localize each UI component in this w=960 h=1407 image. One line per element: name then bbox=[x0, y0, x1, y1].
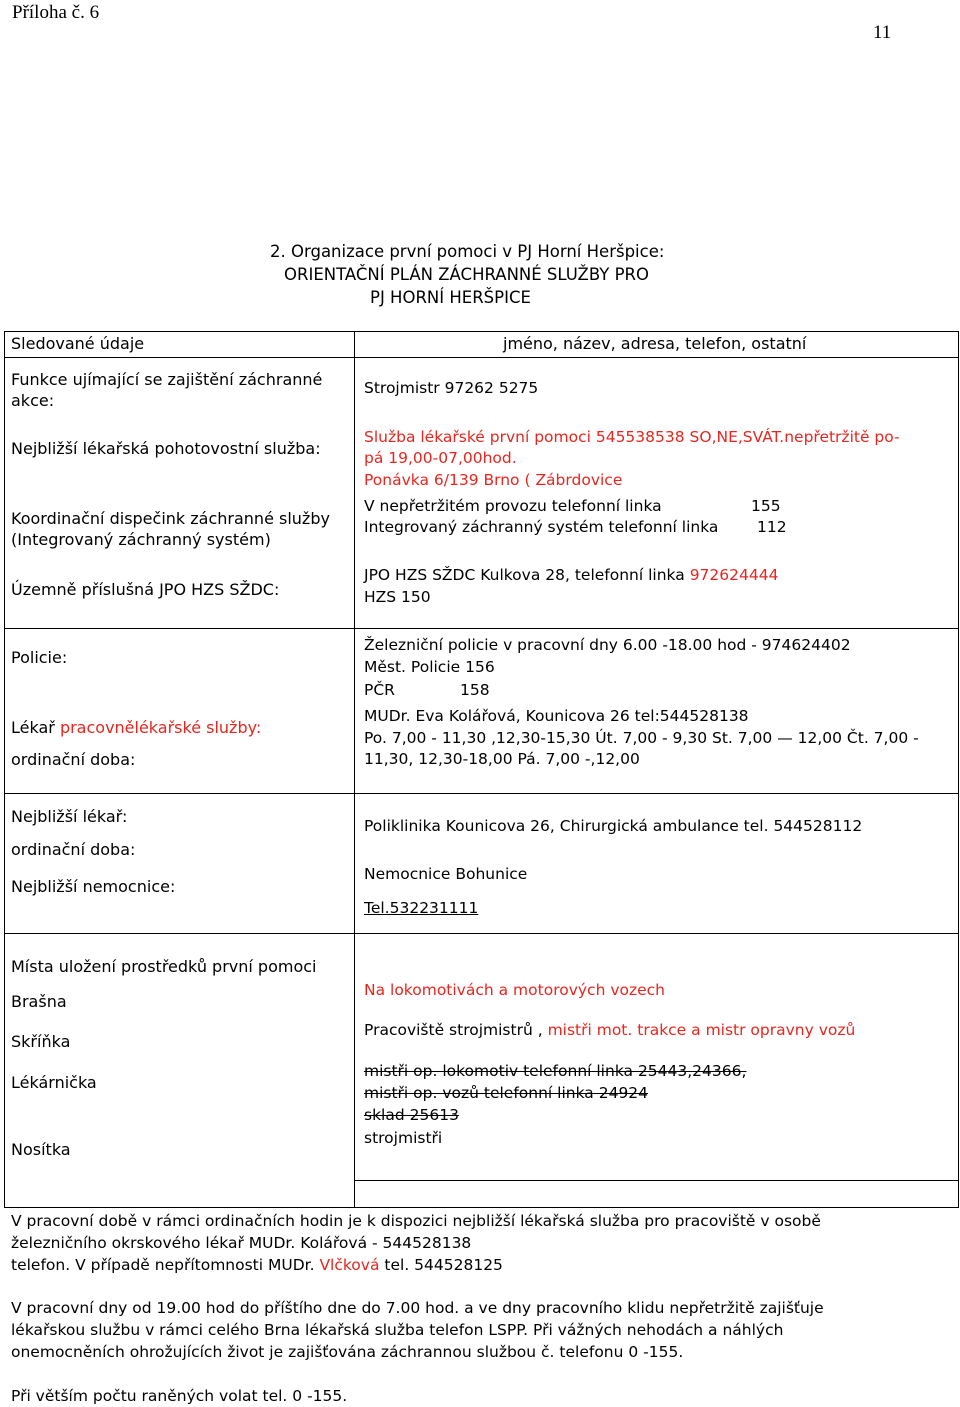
label-police: Policie: bbox=[11, 648, 68, 667]
label-cabinet: Skříňka bbox=[11, 1032, 71, 1051]
value-medical-service: Služba lékařské první pomoci 545538538 SO,NE,SVÁT.nepřetržitě po- pá 19,00-07,00hod. bbox=[364, 428, 900, 467]
page-number: 11 bbox=[873, 22, 892, 43]
note-paragraph-2: V pracovní dny od 19.00 hod do příštího dne do 7.00 hod. a ve dny pracovního klidu nepřetržitě zajišťuje lékařskou službu v rámci celého Brna lékařská služba telefon LSPP. Při vážných nehodách a náhlých onemocněních ohrožujících život je zajišťována záchrannou službou č. telefonu 0 -155. bbox=[11, 1299, 824, 1361]
value-continuous-line: V nepřetržitém provozu telefonní linka bbox=[364, 497, 662, 515]
label-nearest-hospital: Nejbližší nemocnice: bbox=[11, 877, 176, 896]
value-railway-police: Železniční policie v pracovní dny 6.00 -18.00 hod - 974624402 bbox=[364, 636, 851, 654]
value-warehouse: sklad 25613 bbox=[364, 1106, 459, 1124]
label-first-aid-kit: Lékárnička bbox=[11, 1073, 97, 1092]
label-occupational-doctor: Lékař pracovnělékařské služby: bbox=[11, 718, 262, 737]
value-pcr-label: PČR bbox=[364, 681, 395, 699]
section-4-inner-line bbox=[354, 1180, 959, 1181]
note-paragraph-1: V pracovní době v rámci ordinačních hodin je k dispozici nejbližší lékařská služba pro pracoviště v osobě železničního okrskového lékař MUDr. Kolářová - 544528138 telefon. V případě nepřítomnosti MUDr. Vlčková tel. 544528125 bbox=[11, 1212, 821, 1274]
label-office-hours: ordinační doba: bbox=[11, 750, 136, 769]
column-header-left: Sledované údaje bbox=[11, 334, 145, 353]
title-line-3: PJ HORNÍ HERŠPICE bbox=[370, 288, 531, 307]
value-workplace: Pracoviště strojmistrů , mistři mot. trakce a mistr opravny vozů bbox=[364, 1021, 856, 1039]
label-emergency-service: Nejbližší lékařská pohotovostní služba: bbox=[11, 439, 321, 458]
label-rescue-function: Funkce ujímající se zajištění záchranné akce: bbox=[11, 370, 323, 410]
title-line-2: ORIENTAČNÍ PLÁN ZÁCHRANNÉ SLUŽBY PRO bbox=[284, 265, 649, 284]
value-polyclinic: Poliklinika Kounicova 26, Chirurgická ambulance tel. 544528112 bbox=[364, 817, 863, 835]
label-fire-unit: Územně příslušná JPO HZS SŽDC: bbox=[11, 580, 280, 599]
title-line-1: 2. Organizace první pomoci v PJ Horní Heršpice: bbox=[270, 242, 665, 261]
label-bag: Brašna bbox=[11, 992, 67, 1011]
label-first-aid-locations: Místa uložení prostředků první pomoci bbox=[11, 957, 317, 976]
value-izs-line: Integrovaný záchranný systém telefonní linka bbox=[364, 518, 719, 536]
column-divider bbox=[354, 331, 355, 1208]
value-hzs: HZS 150 bbox=[364, 588, 431, 606]
value-wagon-masters: mistři op. vozů telefonní linka 24924 bbox=[364, 1084, 649, 1102]
value-continuous-line-number: 155 bbox=[751, 497, 781, 515]
value-doctor-hours: Po. 7,00 - 11,30 ,12,30-15,30 Út. 7,00 - 9,30 St. 7,00 — 12,00 Čt. 7,00 - 11,30, 12,30-18,00 Pá. 7,00 -,12,00 bbox=[364, 729, 919, 768]
value-city-police: Měst. Policie 156 bbox=[364, 658, 495, 676]
note-paragraph-3: Při větším počtu raněných volat tel. 0 -155. bbox=[11, 1387, 348, 1405]
label-office-hours-2: ordinační doba: bbox=[11, 840, 136, 859]
annex-label: Příloha č. 6 bbox=[12, 2, 100, 23]
label-stretcher: Nosítka bbox=[11, 1140, 71, 1159]
value-hospital-phone: Tel.532231111 bbox=[364, 899, 479, 917]
value-locomotive-masters: mistři op. lokomotiv telefonní linka 25443,24366, bbox=[364, 1062, 747, 1080]
value-doctor: MUDr. Eva Kolářová, Kounicova 26 tel:544528138 bbox=[364, 707, 749, 725]
value-izs-line-number: 112 bbox=[757, 518, 787, 536]
value-pcr-number: 158 bbox=[460, 681, 490, 699]
value-hospital: Nemocnice Bohunice bbox=[364, 865, 528, 883]
value-fire-unit: JPO HZS SŽDC Kulkova 28, telefonní linka 972624444 bbox=[364, 566, 779, 584]
header-divider bbox=[4, 357, 959, 358]
column-header-right: jméno, název, adresa, telefon, ostatní bbox=[503, 334, 807, 353]
value-locomotives: Na lokomotivách a motorových vozech bbox=[364, 981, 666, 999]
label-dispatch-center: Koordinační dispečink záchranné služby (Integrovaný záchranný systém) bbox=[11, 509, 330, 549]
value-shift-masters: strojmistři bbox=[364, 1129, 443, 1147]
value-shift-master: Strojmistr 97262 5275 bbox=[364, 379, 539, 397]
label-nearest-doctor: Nejbližší lékař: bbox=[11, 807, 128, 826]
value-fire-unit-number: 972624444 bbox=[689, 566, 779, 584]
value-service-address: Ponávka 6/139 Brno ( Zábrdovice bbox=[364, 471, 623, 489]
